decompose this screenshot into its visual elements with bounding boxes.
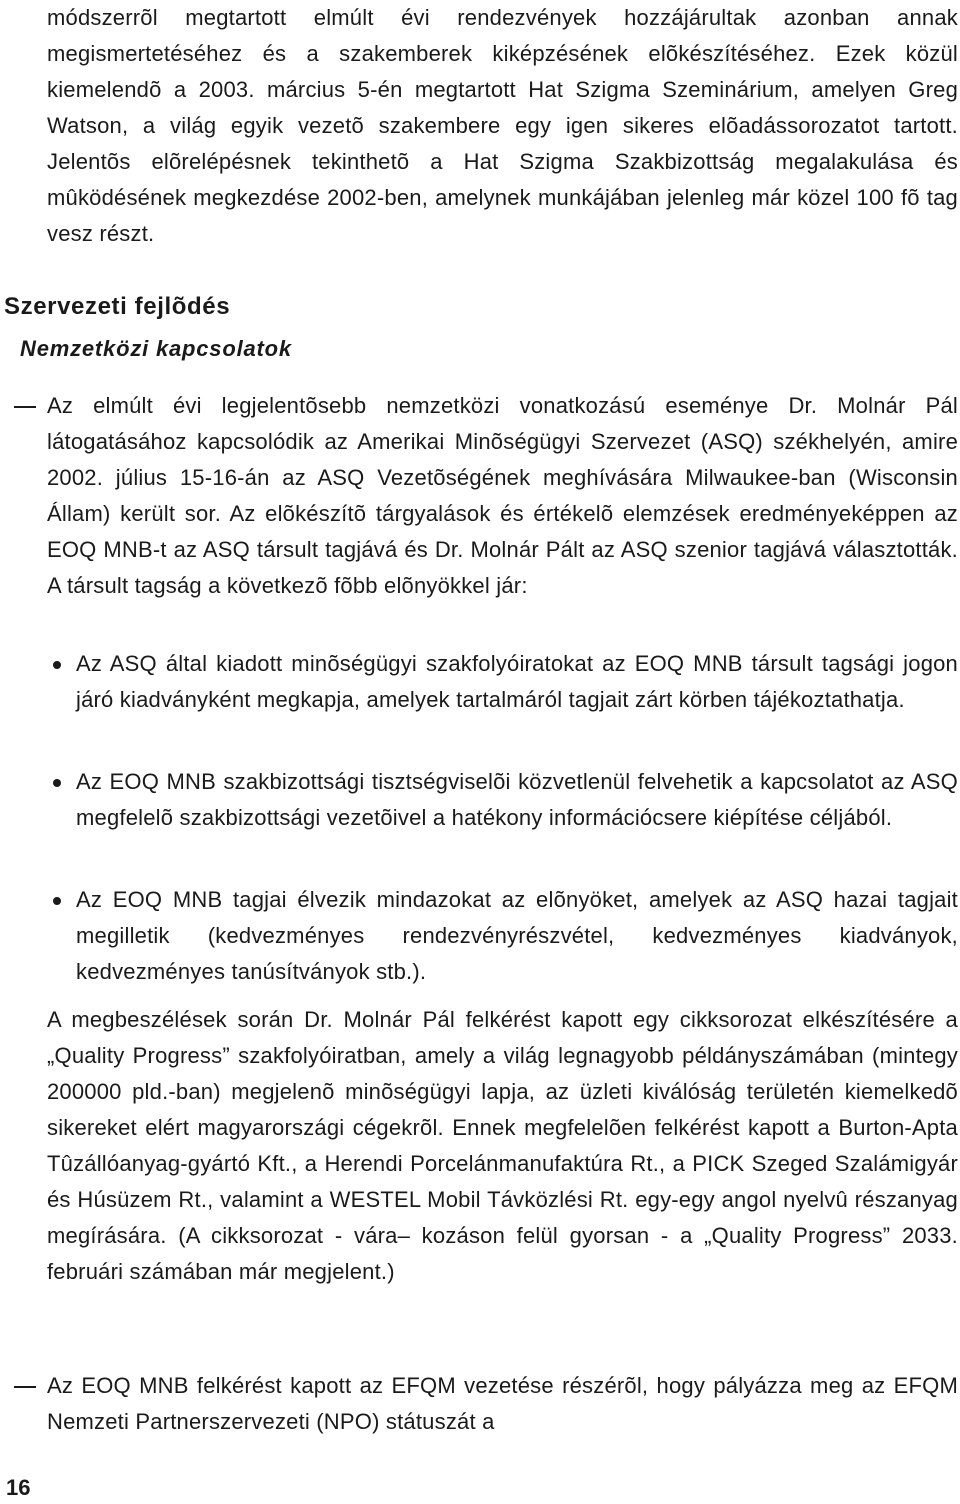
dash-marker-1 — [14, 406, 36, 408]
bullet-dot — [53, 779, 61, 787]
intro-paragraph: módszerrõl megtartott elmúlt évi rendezvények hozzájárultak azonban annak megismertetéséhez és a szakemberek kiképzésének elõkészítéséhez. Ezek közül kiemelendõ a 2003. március 5-én megtartott Hat Szigma Szeminárium, amelyen Greg Watson, a világ egyik vezetõ szakembere egy igen sikeres elõadássorozatot tartott. Jelentõs elõrelépésnek tekinthetõ a Hat Szigma Szakbizottság megalakulása és mûködésének megkezdése 2002-ben, amelynek munkájában jelenleg már közel 100 fõ tag vesz részt. — [47, 5, 958, 246]
bullet-text: Az EOQ MNB szakbizottsági tisztségviselõi közvetlenül felvehetik a kapcsolatot az ASQ megfelelõ szakbizottsági vezetõivel a hatékony információcsere kiépítése céljából. — [76, 769, 958, 830]
dash-paragraph-1: Az elmúlt évi legjelentõsebb nemzetközi vonatkozású eseménye Dr. Molnár Pál látogatásához kapcsolódik az Amerikai Minõségügyi Szervezet (ASQ) székhelyén, amire 2002. július 15-16-án az ASQ Vezetõségének meghívására Milwaukee-ban (Wisconsin Állam) került sor. Az elõkészítõ tárgyalások és értékelõ elemzések eredményeképpen az EOQ MNB-t az ASQ társult tagjává és Dr. Molnár Pált az ASQ szenior tagjává választották. A társult tagság a következõ fõbb elõnyökkel jár: — [47, 393, 958, 598]
subsection-heading: Nemzetközi kapcsolatok — [20, 336, 292, 361]
bullet-text: Az ASQ által kiadott minõségügyi szakfolyóiratokat az EOQ MNB társult tagsági jogon járó kiadványként megkapja, amelyek tartalmáról tagjait zárt körben tájékoztathatja. — [76, 651, 958, 712]
page-number: 16 — [6, 1475, 31, 1500]
dash-marker-2 — [14, 1386, 36, 1388]
meetings-paragraph: A megbeszélések során Dr. Molnár Pál felkérést kapott egy cikksorozat elkészítésére a „Quality Progress” szakfolyóiratban, amely a világ legnagyobb példányszámában (mintegy 200000 pld.-ban) megjelenõ minõségügyi lapja, az üzleti kiválóság területén kiemelkedõ sikereket elért magyarországi cégekrõl. Ennek megfelelõen felkérést kapott a Burton-Apta Tûzállóanyag-gyártó Kft., a Herendi Porcelánmanufaktúra Rt., a PICK Szeged Szalámigyár és Húsüzem Rt., valamint a WESTEL Mobil Távközlési Rt. egy-egy angol nyelvû részanyag megírására. (A cikksorozat - vára– kozáson felül gyorsan - a „Quality Progress” 2033. februári számában már megjelent.) — [47, 1007, 958, 1284]
bullet-dot — [53, 661, 61, 669]
dash-paragraph-2: Az EOQ MNB felkérést kapott az EFQM vezetése részérõl, hogy pályázza meg az EFQM Nemzeti Partnerszervezeti (NPO) státuszát a — [47, 1373, 958, 1434]
bullet-text: Az EOQ MNB tagjai élvezik mindazokat az elõnyöket, amelyek az ASQ hazai tagjait megilletik (kedvezményes rendezvényrészvétel, kedvezményes kiadványok, kedvezményes tanúsítványok stb.). — [76, 887, 958, 984]
section-heading: Szervezeti fejlõdés — [4, 293, 231, 320]
bullet-dot — [53, 897, 61, 905]
